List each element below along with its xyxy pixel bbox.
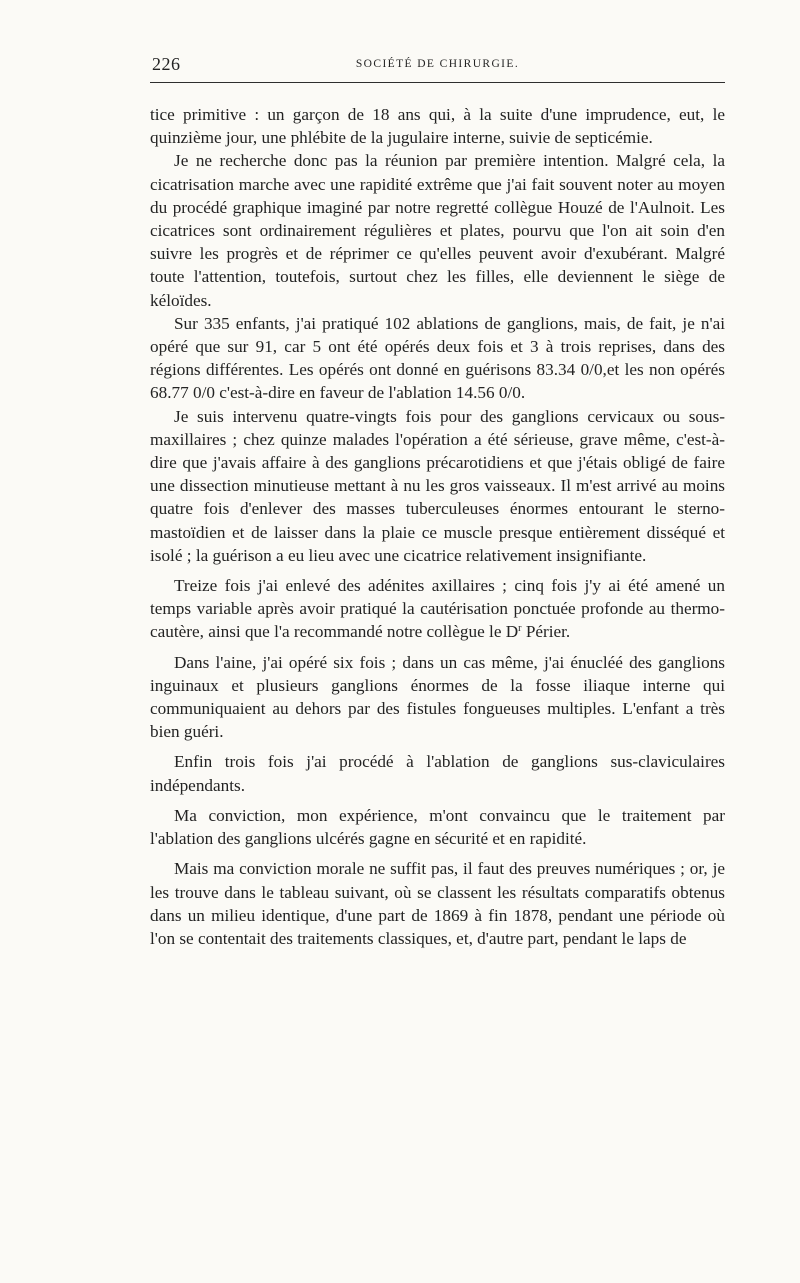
page-header bbox=[150, 54, 725, 83]
paragraph-axillary bbox=[150, 574, 725, 644]
body-text bbox=[150, 103, 725, 950]
paragraph-axillary-end: Périer. bbox=[521, 622, 571, 642]
paragraph-cicatrisation: Je ne recherche donc pas la réunion par première intention. Malgré cela, la cicatrisation marche avec une rapidité extrême que j'ai fait souvent noter au moyen du procédé graphique imaginé par notre regretté collègue Houzé de l'Aulnoit. Les cicatrices sont ordinairement régulières et plates, pourvu que l'on ait soin d'en suivre les progrès et de réprimer ce qu'elles peuvent avoir d'exubérant. Malgré toute l'attention, toutefois, surtout chez les filles, elle deviennent le siège de kéloïdes. bbox=[150, 151, 725, 310]
page-number: 226 bbox=[152, 54, 181, 74]
paragraph-conviction: Ma conviction, mon expérience, m'ont convaincu que le traitement par l'ablation des ganglions ulcérés gagne en sécurité et en rapidité. bbox=[150, 805, 725, 849]
paragraph-numerical-proof: Mais ma conviction morale ne suffit pas, il faut des preuves numériques ; or, je les trouve dans le tableau suivant, où se classent les résultats comparatifs obtenus dans un milieu identique, d'une part de 1869 à fin 1878, pendant une période où l'on se contentait des traitements classiques, et, d'autre part, pendant le laps de bbox=[150, 859, 725, 948]
paragraph-cervical: Je suis intervenu quatre-vingts fois pour des ganglions cervicaux ou sous-maxillaires ; chez quinze malades l'opération a été sérieuse, grave même, c'est-à-dire que j'avais affaire à des ganglions précarotidiens et que j'étais obligé de faire une dissection minutieuse mettant à nu les gros vaisseaux. Il m'est arrivé au moins quatre fois d'enlever des masses tuberculeuses énormes entourant le sterno-mastoïdien et de laisser dans la plaie ce muscle presque entièrement disséqué et isolé ; la guérison a eu lieu avec une cicatrice relativement insignifiante. bbox=[150, 406, 725, 565]
doctor-superscript: r bbox=[518, 623, 522, 635]
running-title: SOCIÉTÉ DE CHIRURGIE. bbox=[355, 58, 520, 70]
paragraph-axillary-text: Treize fois j'ai enlevé des adénites axillaires ; cinq fois j'y ai été amené un temps variable après avoir pratiqué la cautérisation ponctuée profonde au thermo-cautère, ainsi que l'a recommandé notre collègue le D bbox=[150, 576, 725, 642]
paragraph-inguinal: Dans l'aine, j'ai opéré six fois ; dans un cas même, j'ai énucléé des ganglions inguinaux et plusieurs ganglions énormes de la fosse iliaque interne qui communiquaient au dehors par des fistules fongueuses multiples. L'enfant a très bien guéri. bbox=[150, 652, 725, 742]
paragraph-continuation: tice primitive : un garçon de 18 ans qui, à la suite d'une imprudence, eut, le quinzième jour, une phlébite de la jugulaire interne, suivie de septicémie. bbox=[150, 105, 725, 148]
paragraph-supraclavicular: Enfin trois fois j'ai procédé à l'ablation de ganglions sus-claviculaires indépendants. bbox=[150, 752, 725, 795]
book-page bbox=[150, 54, 725, 950]
paragraph-statistics: Sur 335 enfants, j'ai pratiqué 102 ablations de ganglions, mais, de fait, je n'ai opéré que sur 91, car 5 ont été opérés deux fois et 3 à trois reprises, dans des régions différentes. Les opérés ont donné en guérisons 83.34 0/0,et les non opérés 68.77 0/0 c'est-à-dire en faveur de l'ablation 14.56 0/0. bbox=[150, 313, 725, 403]
